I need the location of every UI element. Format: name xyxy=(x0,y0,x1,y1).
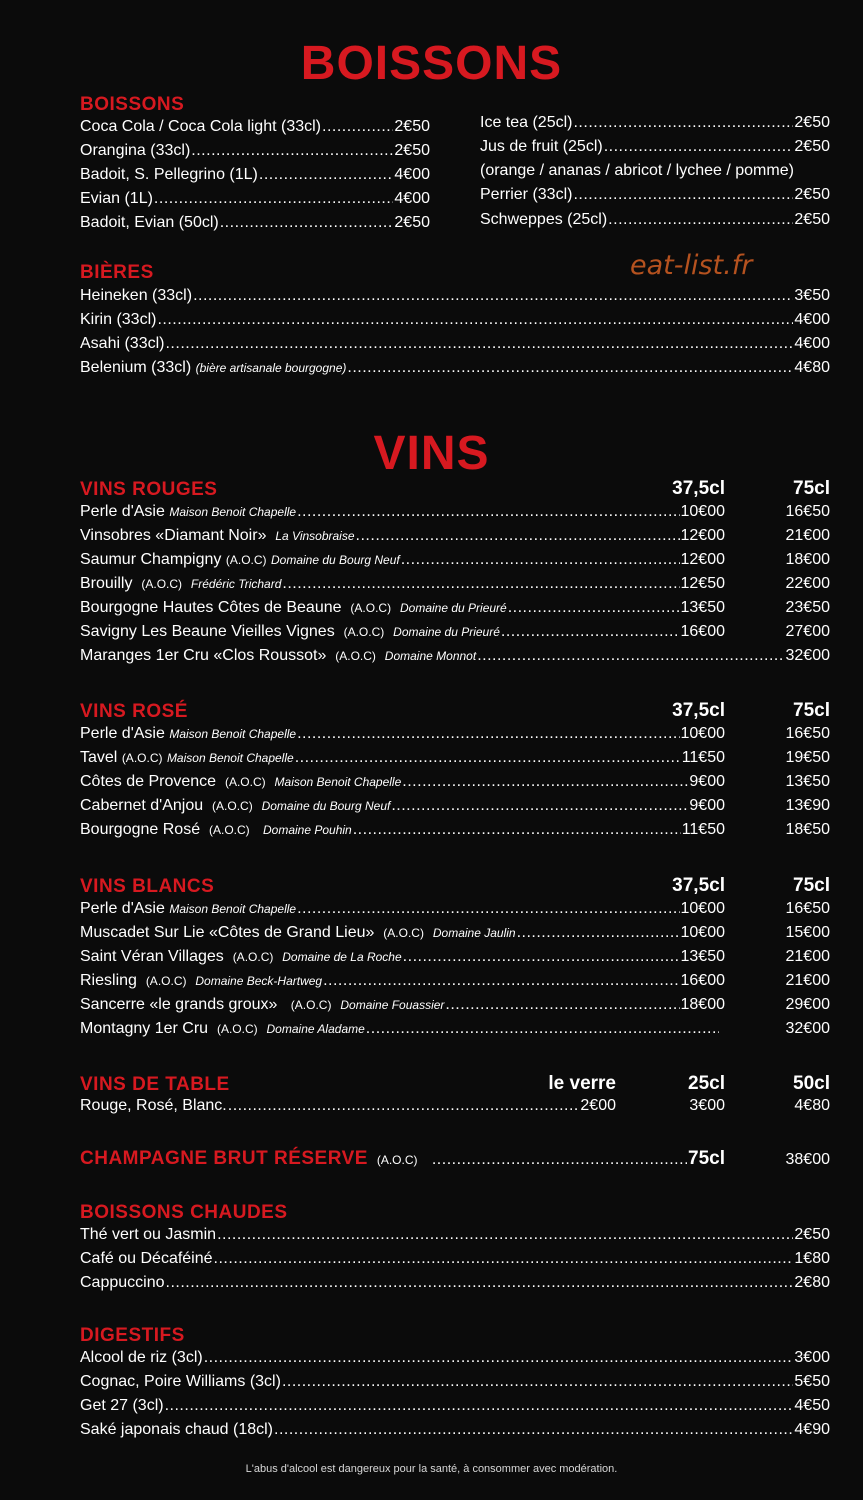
menu-item: Thé vert ou Jasmin ..... 2€50 xyxy=(80,1224,830,1246)
menu-item: Alcool de riz (3cl) ..... 3€00 xyxy=(80,1347,830,1369)
vins-title: VINS xyxy=(373,427,490,480)
menu-item: Belenium (33cl) (bière artisanale bourgogne) ..... 4€80 xyxy=(80,357,830,379)
column-header-37cl: 37,5cl xyxy=(672,700,725,721)
price-75cl: 13€90 xyxy=(785,797,830,814)
watermark: eat-list.fr xyxy=(630,250,753,281)
price-75cl: 16€50 xyxy=(785,725,830,742)
price-75cl: 23€50 xyxy=(785,599,830,616)
section-heading-boissons: BOISSONS xyxy=(80,94,185,115)
column-header-75cl: 75cl xyxy=(793,478,830,499)
menu-item: Schweppes (25cl) ..... 2€50 xyxy=(480,209,830,231)
wine-row: Montagny 1er Cru (A.O.C) Domaine Aladame ..... xyxy=(80,1018,720,1040)
menu-item: Orangina (33cl) ..... 2€50 xyxy=(80,140,430,162)
column-header-37cl: 37,5cl xyxy=(672,875,725,896)
section-heading-bieres: BIÈRES xyxy=(80,262,154,283)
wine-row: Muscadet Sur Lie «Côtes de Grand Lieu» (A.O.C) Domaine Jaulin ..... 10€00 xyxy=(80,922,725,944)
section-heading-vins-blancs: VINS BLANCS xyxy=(80,876,215,897)
menu-item: Kirin (33cl) ..... 4€00 xyxy=(80,309,830,331)
price-75cl: 15€00 xyxy=(785,924,830,941)
price-75cl: 21€00 xyxy=(785,527,830,544)
menu-item: Cognac, Poire Williams (3cl) ..... 5€50 xyxy=(80,1371,830,1393)
menu-item: Coca Cola / Coca Cola light (33cl) ..... 2€50 xyxy=(80,116,430,138)
champagne-price: 38€00 xyxy=(785,1151,830,1168)
wine-row: Saumur Champigny (A.O.C) Domaine du Bourg Neuf ..... 12€00 xyxy=(80,549,725,571)
champagne-row: CHAMPAGNE BRUT RÉSERVE (A.O.C) ..... 75cl xyxy=(80,1148,725,1170)
section-heading-vins-rose: VINS ROSÉ xyxy=(80,701,188,722)
menu-item: Ice tea (25cl) ..... 2€50 xyxy=(480,112,830,134)
column-header-le-verre: le verre xyxy=(548,1073,616,1094)
wine-row: Sancerre «le grands groux» (A.O.C) Domaine Fouassier ..... 18€00 xyxy=(80,994,725,1016)
wine-row: Tavel (A.O.C) Maison Benoit Chapelle ..... 11€50 xyxy=(80,747,725,769)
wine-row: Brouilly (A.O.C) Frédéric Trichard ..... 12€50 xyxy=(80,573,725,595)
section-heading-digestifs: DIGESTIFS xyxy=(80,1325,185,1346)
column-header-50cl: 50cl xyxy=(793,1073,830,1094)
section-heading-boissons-chaudes: BOISSONS CHAUDES xyxy=(80,1202,288,1223)
menu-item: Heineken (33cl) ..... 3€50 xyxy=(80,285,830,307)
menu-item: Badoit, Evian (50cl) ..... 2€50 xyxy=(80,212,430,234)
price-75cl: 22€00 xyxy=(785,575,830,592)
price-50cl: 4€80 xyxy=(794,1097,830,1114)
wine-row: Riesling (A.O.C) Domaine Beck-Hartweg ..... 16€00 xyxy=(80,970,725,992)
menu-item: Jus de fruit (25cl) ..... 2€50 xyxy=(480,136,830,158)
column-header-75cl: 75cl xyxy=(793,875,830,896)
wine-row: Rouge, Rosé, Blanc. ..... 2€00 xyxy=(80,1095,616,1117)
price-75cl: 32€00 xyxy=(785,1020,830,1037)
wine-row: Perle d'Asie Maison Benoit Chapelle ..... 10€00 xyxy=(80,898,725,920)
price-75cl: 21€00 xyxy=(785,972,830,989)
page-title: BOISSONS xyxy=(300,37,563,90)
price-75cl: 13€50 xyxy=(785,773,830,790)
price-75cl: 27€00 xyxy=(785,623,830,640)
wine-row: Perle d'Asie Maison Benoit Chapelle ..... 10€00 xyxy=(80,723,725,745)
wine-row: Saint Véran Villages (A.O.C) Domaine de La Roche ..... 13€50 xyxy=(80,946,725,968)
menu-item: Saké japonais chaud (18cl) ..... 4€90 xyxy=(80,1419,830,1441)
wine-row: Bourgogne Rosé (A.O.C) Domaine Pouhin ..... 11€50 xyxy=(80,819,725,841)
price-25cl: 3€00 xyxy=(689,1097,725,1114)
wine-row: Vinsobres «Diamant Noir» La Vinsobraise ..... 12€00 xyxy=(80,525,725,547)
wine-row: Côtes de Provence (A.O.C) Maison Benoit Chapelle ..... 9€00 xyxy=(80,771,725,793)
juice-flavours-note: (orange / ananas / abricot / lychee / pomme) xyxy=(480,162,794,179)
price-75cl: 16€50 xyxy=(785,503,830,520)
wine-row: Savigny Les Beaune Vieilles Vignes (A.O.C) Domaine du Prieuré ..... 16€00 xyxy=(80,621,725,643)
column-header-75cl: 75cl xyxy=(793,700,830,721)
price-75cl: 16€50 xyxy=(785,900,830,917)
menu-item: Perrier (33cl) ..... 2€50 xyxy=(480,184,830,206)
wine-row: Maranges 1er Cru «Clos Roussot» (A.O.C) Domaine Monnot ..... 32€00 xyxy=(80,645,830,667)
menu-item: Get 27 (3cl) ..... 4€50 xyxy=(80,1395,830,1417)
wine-row: Bourgogne Hautes Côtes de Beaune (A.O.C) Domaine du Prieuré ..... 13€50 xyxy=(80,597,725,619)
menu-item: Asahi (33cl) ..... 4€00 xyxy=(80,333,830,355)
menu-item: Badoit, S. Pellegrino (1L) ..... 4€00 xyxy=(80,164,430,186)
column-header-25cl: 25cl xyxy=(688,1073,725,1094)
price-75cl: 19€50 xyxy=(785,749,830,766)
price-75cl: 29€00 xyxy=(785,996,830,1013)
health-warning: L'abus d'alcool est dangereux pour la santé, à consommer avec modération. xyxy=(245,1463,618,1475)
menu-item: Evian (1L) ..... 4€00 xyxy=(80,188,430,210)
wine-row: Perle d'Asie Maison Benoit Chapelle ..... 10€00 xyxy=(80,501,725,523)
price-75cl: 21€00 xyxy=(785,948,830,965)
column-header-37cl: 37,5cl xyxy=(672,478,725,499)
section-heading-vins-de-table: VINS DE TABLE xyxy=(80,1074,230,1095)
wine-row: Cabernet d'Anjou (A.O.C) Domaine du Bourg Neuf ..... 9€00 xyxy=(80,795,725,817)
menu-item: Cappuccino ..... 2€80 xyxy=(80,1272,830,1294)
section-heading-vins-rouges: VINS ROUGES xyxy=(80,479,218,500)
menu-item: Café ou Décaféiné ..... 1€80 xyxy=(80,1248,830,1270)
price-75cl: 18€50 xyxy=(785,821,830,838)
price-75cl: 18€00 xyxy=(785,551,830,568)
